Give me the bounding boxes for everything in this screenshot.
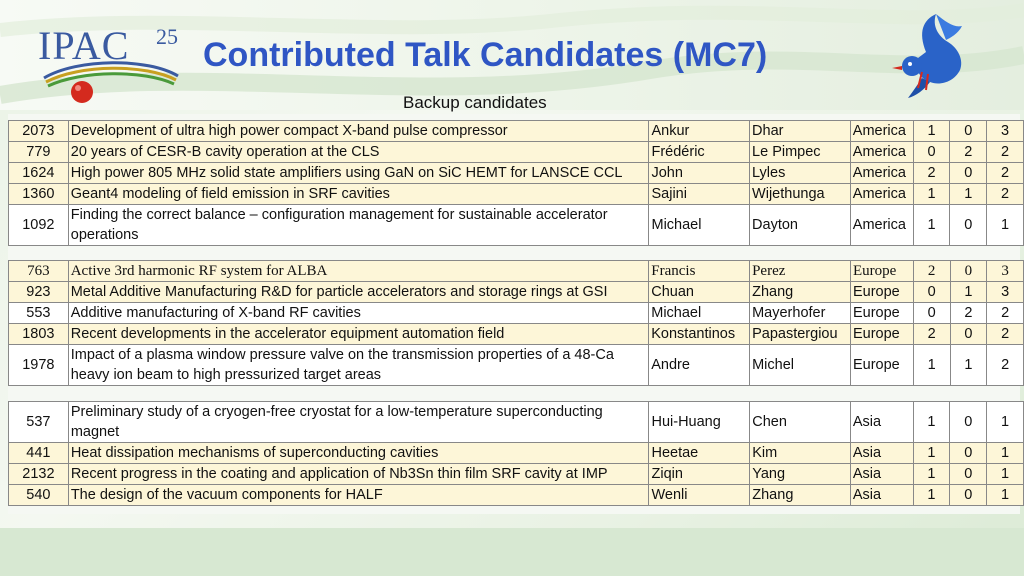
logo-text: IPAC [38, 23, 130, 68]
cell-count-b: 2 [950, 142, 987, 163]
logo-year: 25 [156, 24, 178, 49]
cell-count-a: 0 [913, 303, 950, 324]
table-row [9, 402, 1024, 443]
cell-title: Metal Additive Manufacturing R&D for particle accelerators and storage rings at GSI [68, 282, 649, 303]
cell-count-a: 0 [913, 282, 950, 303]
cell-count-c: 1 [987, 464, 1024, 485]
cell-first-name: Andre [649, 345, 750, 386]
cell-id: 553 [9, 303, 69, 324]
cell-id: 1624 [9, 163, 69, 184]
cell-count-b: 1 [950, 184, 987, 205]
cell-first-name: Ankur [649, 121, 750, 142]
table-row [9, 205, 1024, 246]
cell-region: Asia [850, 443, 913, 464]
cell-last-name: Wijethunga [750, 184, 851, 205]
cell-id: 779 [9, 142, 69, 163]
cell-last-name: Zhang [750, 282, 851, 303]
cell-count-c: 1 [987, 443, 1024, 464]
cell-id: 1803 [9, 324, 69, 345]
cell-region: Europe [850, 282, 913, 303]
cell-count-b: 0 [950, 464, 987, 485]
table-row [9, 485, 1024, 506]
cell-first-name: Michael [649, 205, 750, 246]
cell-region: America [850, 205, 913, 246]
cell-count-c: 2 [987, 324, 1024, 345]
table-row [9, 163, 1024, 184]
cell-title: Preliminary study of a cryogen-free cryostat for a low-temperature superconducting magnet [68, 402, 649, 443]
cell-count-b: 0 [950, 485, 987, 506]
cell-last-name: Zhang [750, 485, 851, 506]
cell-id: 537 [9, 402, 69, 443]
cell-first-name: Michael [649, 303, 750, 324]
cell-last-name: Lyles [750, 163, 851, 184]
cell-count-c: 3 [987, 121, 1024, 142]
cell-last-name: Dhar [750, 121, 851, 142]
cell-count-c: 1 [987, 205, 1024, 246]
cell-first-name: Frédéric [649, 142, 750, 163]
cell-count-c: 3 [987, 261, 1024, 282]
cell-count-c: 1 [987, 402, 1024, 443]
cell-title: Active 3rd harmonic RF system for ALBA [68, 261, 649, 282]
cell-title: Impact of a plasma window pressure valve on the transmission properties of a 48-Ca heavy ion beam to high pressurized target areas [68, 345, 649, 386]
cell-title: Recent developments in the accelerator equipment automation field [68, 324, 649, 345]
table-row [9, 261, 1024, 282]
cell-title: 20 years of CESR-B cavity operation at the CLS [68, 142, 649, 163]
cell-count-c: 2 [987, 303, 1024, 324]
table-row [9, 324, 1024, 345]
cell-count-c: 2 [987, 142, 1024, 163]
cell-title: Finding the correct balance – configuration management for sustainable accelerator operations [68, 205, 649, 246]
cell-last-name: Le Pimpec [750, 142, 851, 163]
cell-count-b: 0 [950, 324, 987, 345]
cell-region: Europe [850, 261, 913, 282]
cell-first-name: Konstantinos [649, 324, 750, 345]
candidates-table-europe [8, 260, 1024, 386]
cell-title: Additive manufacturing of X-band RF cavities [68, 303, 649, 324]
cell-count-a: 1 [913, 345, 950, 386]
page-title: Contributed Talk Candidates (MC7) [203, 36, 768, 74]
cell-first-name: Sajini [649, 184, 750, 205]
cell-region: Europe [850, 324, 913, 345]
cell-last-name: Kim [750, 443, 851, 464]
cell-region: Asia [850, 464, 913, 485]
table-row [9, 464, 1024, 485]
table-row [9, 184, 1024, 205]
cell-first-name: Hui-Huang [649, 402, 750, 443]
cell-title: Recent progress in the coating and application of Nb3Sn thin film SRF cavity at IMP [68, 464, 649, 485]
bird-logo-icon [888, 12, 968, 100]
cell-id: 923 [9, 282, 69, 303]
cell-first-name: Heetae [649, 443, 750, 464]
candidates-table-asia [8, 401, 1024, 506]
cell-title: High power 805 MHz solid state amplifiers using GaN on SiC HEMT for LANSCE CCL [68, 163, 649, 184]
cell-region: Asia [850, 402, 913, 443]
cell-last-name: Dayton [750, 205, 851, 246]
table-row [9, 303, 1024, 324]
cell-count-c: 1 [987, 485, 1024, 506]
cell-id: 763 [9, 261, 69, 282]
cell-count-a: 1 [913, 205, 950, 246]
table-row [9, 282, 1024, 303]
cell-region: America [850, 142, 913, 163]
cell-id: 1092 [9, 205, 69, 246]
cell-count-a: 1 [913, 443, 950, 464]
cell-count-c: 2 [987, 345, 1024, 386]
cell-last-name: Yang [750, 464, 851, 485]
cell-first-name: John [649, 163, 750, 184]
cell-count-b: 1 [950, 282, 987, 303]
table-row [9, 443, 1024, 464]
cell-count-b: 1 [950, 345, 987, 386]
cell-id: 540 [9, 485, 69, 506]
cell-count-b: 0 [950, 443, 987, 464]
cell-region: America [850, 184, 913, 205]
cell-count-a: 2 [913, 261, 950, 282]
cell-region: Asia [850, 485, 913, 506]
cell-last-name: Michel [750, 345, 851, 386]
cell-last-name: Mayerhofer [750, 303, 851, 324]
footer-band [0, 528, 1024, 576]
cell-id: 1978 [9, 345, 69, 386]
cell-count-a: 1 [913, 402, 950, 443]
cell-count-b: 0 [950, 205, 987, 246]
table-row [9, 142, 1024, 163]
cell-region: America [850, 121, 913, 142]
cell-count-c: 2 [987, 163, 1024, 184]
cell-count-b: 2 [950, 303, 987, 324]
cell-count-a: 2 [913, 163, 950, 184]
cell-region: Europe [850, 345, 913, 386]
cell-title: Development of ultra high power compact X-band pulse compressor [68, 121, 649, 142]
cell-count-b: 0 [950, 402, 987, 443]
cell-count-c: 2 [987, 184, 1024, 205]
cell-id: 441 [9, 443, 69, 464]
cell-id: 1360 [9, 184, 69, 205]
table-row [9, 121, 1024, 142]
logo-swoosh-icon [38, 58, 188, 108]
cell-count-a: 1 [913, 121, 950, 142]
cell-count-c: 3 [987, 282, 1024, 303]
cell-region: America [850, 163, 913, 184]
cell-count-a: 1 [913, 464, 950, 485]
cell-first-name: Wenli [649, 485, 750, 506]
cell-count-a: 1 [913, 485, 950, 506]
cell-first-name: Francis [649, 261, 750, 282]
cell-last-name: Chen [750, 402, 851, 443]
cell-count-a: 0 [913, 142, 950, 163]
cell-last-name: Papastergiou [750, 324, 851, 345]
cell-id: 2073 [9, 121, 69, 142]
cell-region: Europe [850, 303, 913, 324]
cell-title: Heat dissipation mechanisms of superconducting cavities [68, 443, 649, 464]
cell-last-name: Perez [750, 261, 851, 282]
table-row [9, 345, 1024, 386]
cell-count-a: 1 [913, 184, 950, 205]
section-subtitle: Backup candidates [403, 93, 547, 112]
cell-count-b: 0 [950, 163, 987, 184]
cell-id: 2132 [9, 464, 69, 485]
candidates-table-america [8, 120, 1024, 246]
cell-first-name: Chuan [649, 282, 750, 303]
cell-count-a: 2 [913, 324, 950, 345]
ipac-logo [38, 22, 188, 102]
cell-title: The design of the vacuum components for HALF [68, 485, 649, 506]
cell-title: Geant4 modeling of field emission in SRF cavities [68, 184, 649, 205]
cell-first-name: Ziqin [649, 464, 750, 485]
cell-count-b: 0 [950, 261, 987, 282]
cell-count-b: 0 [950, 121, 987, 142]
